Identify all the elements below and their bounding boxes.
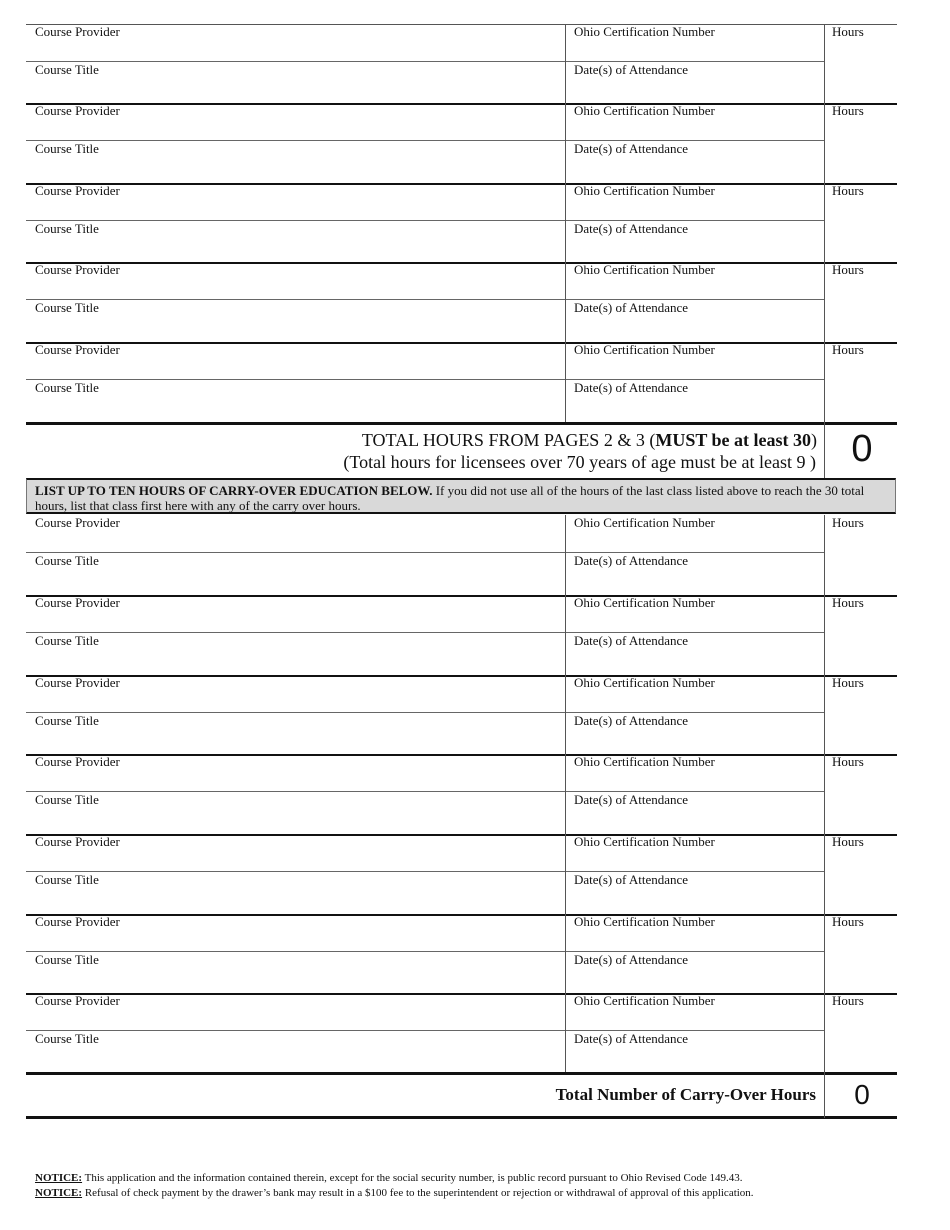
- course-provider-field[interactable]: [26, 768, 565, 790]
- hours-field[interactable]: [825, 930, 897, 992]
- cert-number-label: Ohio Certification Number: [574, 675, 715, 690]
- cert-number-field[interactable]: [566, 38, 824, 60]
- course-provider-label: Course Provider: [35, 342, 120, 357]
- course-provider-label: Course Provider: [35, 183, 120, 198]
- dates-attendance-field[interactable]: [566, 966, 824, 992]
- course-title-label: Course Title: [35, 221, 99, 236]
- dates-attendance-label: Date(s) of Attendance: [574, 952, 689, 967]
- cert-number-label: Ohio Certification Number: [574, 103, 715, 118]
- course-title-label: Course Title: [35, 1031, 99, 1046]
- cert-number-label: Ohio Certification Number: [574, 183, 715, 198]
- cert-number-label: Ohio Certification Number: [574, 754, 715, 769]
- dates-attendance-field[interactable]: [566, 394, 824, 420]
- course-provider-label: Course Provider: [35, 262, 120, 277]
- course-title-label: Course Title: [35, 300, 99, 315]
- hours-label: Hours: [832, 675, 864, 690]
- course-provider-field[interactable]: [26, 609, 565, 631]
- dates-attendance-label: Date(s) of Attendance: [574, 633, 689, 648]
- carryover-entry: [26, 914, 897, 994]
- hours-label: Hours: [832, 914, 864, 929]
- dates-attendance-field[interactable]: [566, 567, 824, 593]
- cert-number-field[interactable]: [566, 1007, 824, 1029]
- course-title-field[interactable]: [26, 727, 565, 753]
- total-hours-note: (Total hours for licensees over 70 years of age must be at least 9 ): [343, 452, 816, 472]
- dates-attendance-label: Date(s) of Attendance: [574, 380, 689, 395]
- hours-field[interactable]: [825, 850, 897, 912]
- course-provider-label: Course Provider: [35, 595, 120, 610]
- dates-attendance-field[interactable]: [566, 76, 824, 102]
- course-title-label: Course Title: [35, 792, 99, 807]
- course-title-label: Course Title: [35, 713, 99, 728]
- course-title-field[interactable]: [26, 567, 565, 593]
- cert-number-field[interactable]: [566, 529, 824, 551]
- hours-label: Hours: [832, 103, 864, 118]
- carryover-entry: [26, 595, 897, 675]
- course-provider-field[interactable]: [26, 689, 565, 711]
- dates-attendance-field[interactable]: [566, 155, 824, 181]
- course-title-field[interactable]: [26, 886, 565, 912]
- carryover-total-label: Total Number of Carry-Over Hours: [555, 1085, 816, 1104]
- course-title-field[interactable]: [26, 647, 565, 673]
- course-provider-field[interactable]: [26, 529, 565, 551]
- course-entry: [26, 262, 897, 342]
- cert-number-field[interactable]: [566, 276, 824, 298]
- cert-number-field[interactable]: [566, 609, 824, 631]
- cert-number-field[interactable]: [566, 848, 824, 870]
- cert-number-label: Ohio Certification Number: [574, 262, 715, 277]
- course-provider-label: Course Provider: [35, 754, 120, 769]
- dates-attendance-field[interactable]: [566, 647, 824, 673]
- course-provider-field[interactable]: [26, 848, 565, 870]
- hours-field[interactable]: [825, 278, 897, 340]
- hours-field[interactable]: [825, 40, 897, 102]
- carryover-entry: [26, 834, 897, 914]
- cert-number-label: Ohio Certification Number: [574, 834, 715, 849]
- dates-attendance-field[interactable]: [566, 727, 824, 753]
- course-title-field[interactable]: [26, 1045, 565, 1071]
- hours-label: Hours: [832, 342, 864, 357]
- dates-attendance-field[interactable]: [566, 1045, 824, 1071]
- hours-label: Hours: [832, 24, 864, 39]
- dates-attendance-label: Date(s) of Attendance: [574, 713, 689, 728]
- cert-number-label: Ohio Certification Number: [574, 24, 715, 39]
- carryover-instructions: LIST UP TO TEN HOURS OF CARRY-OVER EDUCATION BELOW. If you did not use all of the hours of the last class listed above to reach the 30 total hours, list that class first here with any of the carry over hours.: [26, 478, 896, 514]
- course-title-label: Course Title: [35, 62, 99, 77]
- hours-field[interactable]: [825, 770, 897, 832]
- course-title-field[interactable]: [26, 394, 565, 420]
- course-title-field[interactable]: [26, 806, 565, 832]
- public-record-notice: NOTICE: This application and the information contained therein, except for the social security number, is public record pursuant to Ohio Revised Code 149.43.: [35, 1172, 743, 1184]
- hours-field[interactable]: [825, 119, 897, 181]
- dates-attendance-field[interactable]: [566, 314, 824, 340]
- dates-attendance-label: Date(s) of Attendance: [574, 141, 689, 156]
- course-entry: [26, 342, 897, 422]
- cert-number-label: Ohio Certification Number: [574, 515, 715, 530]
- hours-field[interactable]: [825, 691, 897, 753]
- course-provider-label: Course Provider: [35, 103, 120, 118]
- total-hours-heading: TOTAL HOURS FROM PAGES 2 & 3 (MUST be at least 30): [361, 430, 817, 450]
- carryover-entry: [26, 515, 897, 595]
- carryover-entry: [26, 993, 897, 1073]
- dates-attendance-field[interactable]: [566, 235, 824, 261]
- total-hours-section: [26, 422, 897, 476]
- hours-label: Hours: [832, 595, 864, 610]
- hours-label: Hours: [832, 754, 864, 769]
- course-title-label: Course Title: [35, 141, 99, 156]
- cert-number-field[interactable]: [566, 117, 824, 139]
- dates-attendance-label: Date(s) of Attendance: [574, 553, 689, 568]
- cert-number-field[interactable]: [566, 689, 824, 711]
- hours-label: Hours: [832, 834, 864, 849]
- course-provider-field[interactable]: [26, 356, 565, 378]
- dates-attendance-field[interactable]: [566, 886, 824, 912]
- cert-number-field[interactable]: [566, 197, 824, 219]
- dates-attendance-label: Date(s) of Attendance: [574, 221, 689, 236]
- hours-label: Hours: [832, 993, 864, 1008]
- course-title-label: Course Title: [35, 872, 99, 887]
- course-title-field[interactable]: [26, 966, 565, 992]
- course-provider-label: Course Provider: [35, 834, 120, 849]
- cert-number-label: Ohio Certification Number: [574, 993, 715, 1008]
- dates-attendance-label: Date(s) of Attendance: [574, 1031, 689, 1046]
- course-provider-field[interactable]: [26, 197, 565, 219]
- dates-attendance-label: Date(s) of Attendance: [574, 300, 689, 315]
- total-hours-value[interactable]: 0: [851, 428, 873, 470]
- hours-field[interactable]: [825, 531, 897, 593]
- hours-field[interactable]: [825, 1009, 897, 1071]
- check-refusal-notice: NOTICE: Refusal of check payment by the drawer’s bank may result in a $100 fee to the superintendent or rejection or withdrawal of approval of this application.: [35, 1187, 754, 1199]
- carryover-entry: [26, 675, 897, 755]
- carryover-total-section: [26, 1072, 897, 1118]
- cert-number-label: Ohio Certification Number: [574, 595, 715, 610]
- hours-label: Hours: [832, 262, 864, 277]
- course-entry: [26, 183, 897, 263]
- course-title-field[interactable]: [26, 235, 565, 261]
- cert-number-label: Ohio Certification Number: [574, 342, 715, 357]
- course-title-field[interactable]: [26, 314, 565, 340]
- course-title-label: Course Title: [35, 952, 99, 967]
- course-provider-field[interactable]: [26, 117, 565, 139]
- hours-label: Hours: [832, 515, 864, 530]
- course-title-label: Course Title: [35, 380, 99, 395]
- hours-field[interactable]: [825, 358, 897, 420]
- course-provider-label: Course Provider: [35, 914, 120, 929]
- hours-label: Hours: [832, 183, 864, 198]
- course-provider-label: Course Provider: [35, 24, 120, 39]
- course-provider-field[interactable]: [26, 928, 565, 950]
- course-entry: [26, 24, 897, 104]
- course-title-label: Course Title: [35, 553, 99, 568]
- course-provider-label: Course Provider: [35, 993, 120, 1008]
- course-provider-label: Course Provider: [35, 515, 120, 530]
- course-entry: [26, 103, 897, 183]
- dates-attendance-label: Date(s) of Attendance: [574, 872, 689, 887]
- cert-number-field[interactable]: [566, 928, 824, 950]
- cert-number-field[interactable]: [566, 768, 824, 790]
- dates-attendance-label: Date(s) of Attendance: [574, 792, 689, 807]
- course-title-label: Course Title: [35, 633, 99, 648]
- carryover-total-value[interactable]: 0: [854, 1079, 870, 1110]
- course-title-field[interactable]: [26, 155, 565, 181]
- course-provider-field[interactable]: [26, 1007, 565, 1029]
- dates-attendance-field[interactable]: [566, 806, 824, 832]
- cert-number-field[interactable]: [566, 356, 824, 378]
- carryover-entry: [26, 754, 897, 834]
- hours-field[interactable]: [825, 611, 897, 673]
- dates-attendance-label: Date(s) of Attendance: [574, 62, 689, 77]
- course-provider-field[interactable]: [26, 38, 565, 60]
- hours-field[interactable]: [825, 199, 897, 261]
- course-provider-field[interactable]: [26, 276, 565, 298]
- course-title-field[interactable]: [26, 76, 565, 102]
- cert-number-label: Ohio Certification Number: [574, 914, 715, 929]
- course-provider-label: Course Provider: [35, 675, 120, 690]
